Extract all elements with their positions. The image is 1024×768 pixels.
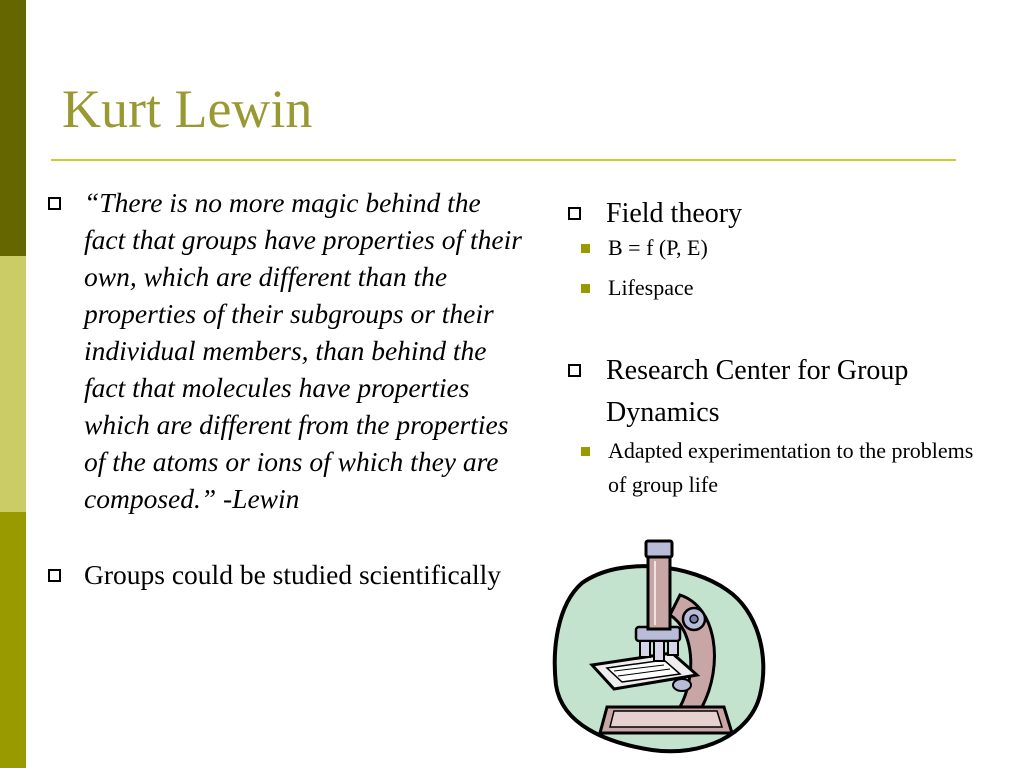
field-theory-bullet [566, 193, 996, 235]
field-theory-sublist [566, 231, 996, 305]
sub-bullet [566, 231, 996, 265]
sub-bullet-text: B = f (P, E) [608, 235, 708, 260]
research-center-bullet [566, 350, 996, 434]
hollow-square-bullet-icon [568, 207, 581, 220]
accent-bar-bottom [0, 512, 26, 768]
left-column [44, 184, 524, 593]
hollow-square-bullet-icon [48, 569, 61, 582]
slide-title: Kurt Lewin [62, 79, 313, 139]
groups-bullet [44, 556, 524, 593]
hollow-square-bullet-icon [568, 364, 581, 377]
sub-bullet [566, 434, 996, 502]
quote-bullet [44, 184, 524, 517]
field-theory-label: Field theory [606, 198, 743, 229]
groups-bullet-text: Groups could be studied scientifically [84, 559, 501, 590]
microscope-icon [552, 535, 772, 757]
sub-bullet-text: Adapted experimentation to the problems of group life [608, 438, 974, 497]
hollow-square-bullet-icon [48, 197, 61, 210]
accent-bar-top [0, 0, 26, 256]
sub-bullet [566, 271, 996, 305]
research-center-sublist [566, 434, 996, 502]
research-center-label: Research Center for Group Dynamics [606, 355, 909, 428]
lewin-quote: “There is no more magic behind the fact that groups have properties of their own, which are different than the properties of their subgroups or their individual members, than behind the fact that molecules have properties which are different from the properties of the atoms or ions of which they are composed.” -Lewin [84, 187, 522, 514]
filled-square-bullet-icon [581, 244, 590, 253]
sub-bullet-text: Lifespace [608, 275, 694, 300]
right-column [566, 193, 996, 502]
title-underline [51, 159, 956, 161]
accent-bar-middle [0, 256, 26, 512]
filled-square-bullet-icon [581, 447, 590, 456]
filled-square-bullet-icon [581, 284, 590, 293]
